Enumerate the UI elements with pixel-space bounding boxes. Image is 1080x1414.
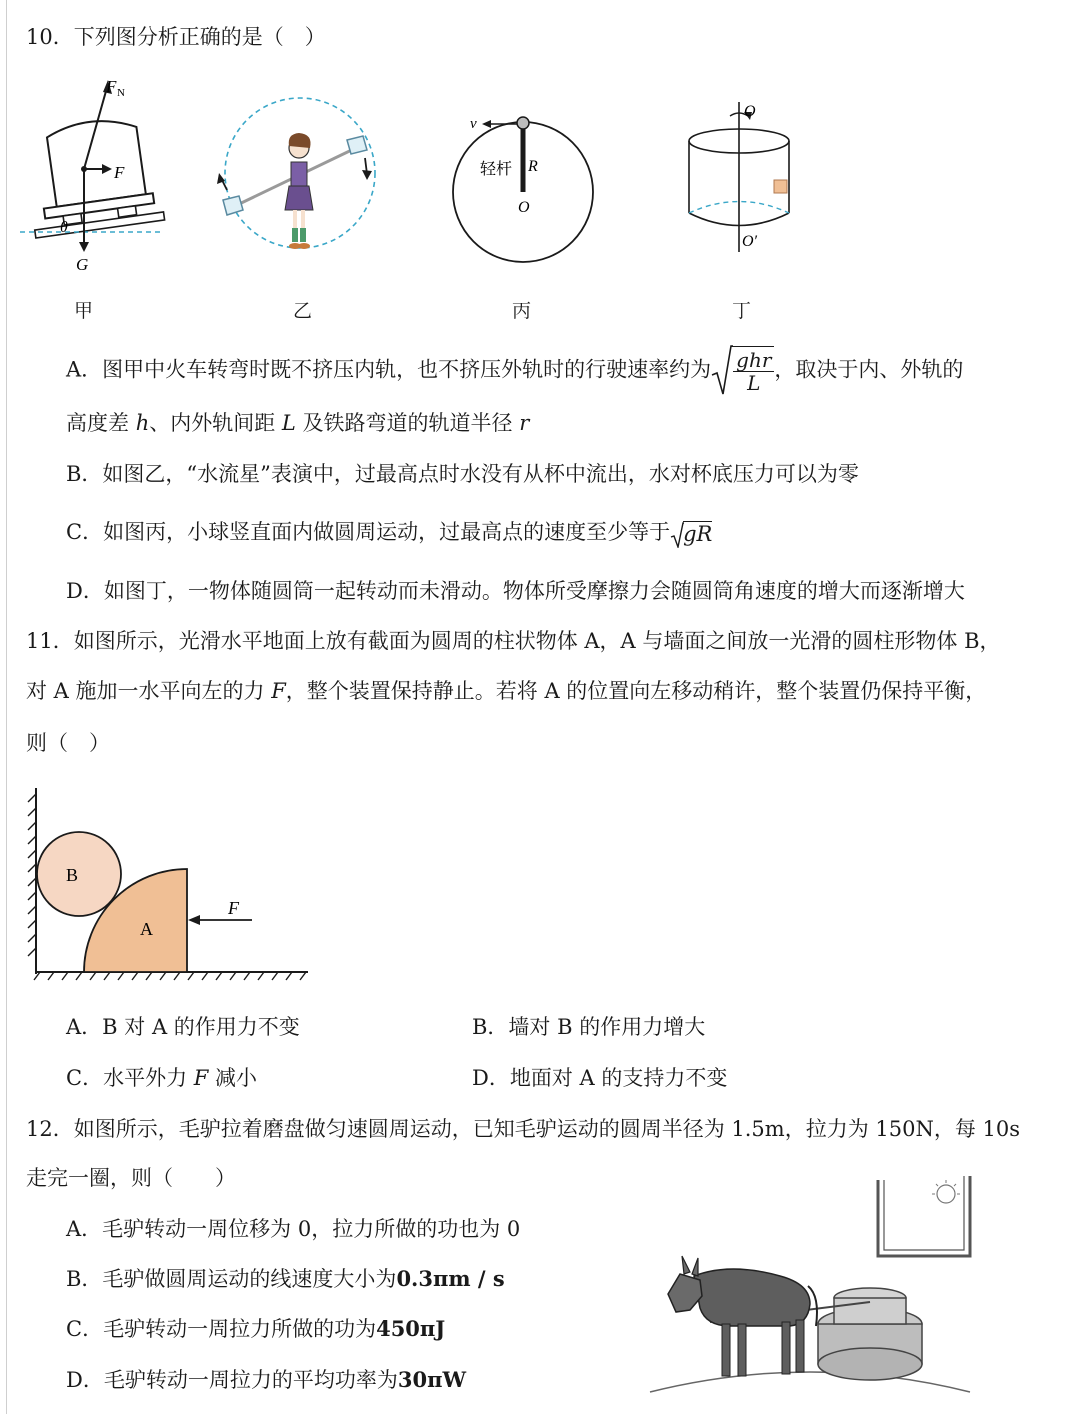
frac-numerator: ghr <box>733 349 774 372</box>
sun-icon <box>937 1185 955 1203</box>
sqrt-gR <box>670 519 712 549</box>
label-v: v <box>470 116 477 132</box>
label-a: A <box>140 919 153 939</box>
label-f: F <box>114 163 125 182</box>
q11-option-b: B．墙对 B 的作用力增大 <box>472 1015 706 1039</box>
sqrt-formula <box>711 345 774 397</box>
q10-option-a <box>66 345 963 397</box>
q12-b-val: 0.3πm / s <box>396 1266 505 1291</box>
label-rod: 轻杆 <box>480 159 513 178</box>
q10-option-a-line2 <box>66 408 529 438</box>
q10-option-c <box>66 517 712 549</box>
figure-jia-train <box>20 72 170 282</box>
label-o: O <box>518 199 530 216</box>
q12-d-pre: D．毛驴转动一周拉力的平均功率为 <box>66 1368 398 1392</box>
figure-ding-cylinder <box>680 98 800 258</box>
a-line2-r: r <box>519 411 530 435</box>
q11-option-c <box>66 1063 257 1093</box>
c-radicand: gR <box>683 521 713 546</box>
frac-denominator: L <box>747 371 761 395</box>
q10-option-b: B．如图乙，“水流星”表演中，过最高点时水没有从杯中流出，水对杯底压力可以为零 <box>66 462 859 486</box>
q12-option-b <box>66 1264 505 1294</box>
q12-c-val: 450πJ <box>376 1316 446 1341</box>
figure-bing-rod <box>440 108 610 278</box>
q11-c-pre: C．水平外力 <box>66 1066 194 1090</box>
q10-stem: 10．下列图分析正确的是（ ） <box>26 25 326 49</box>
q11-line2 <box>26 676 986 706</box>
q11-line1: 11．如图所示，光滑水平地面上放有截面为圆周的柱状物体 A，A 与墙面之间放一光滑的圆柱形物体 B， <box>26 629 1001 653</box>
q12-line2: 走完一圈，则（ ） <box>26 1166 236 1190</box>
q11-line2-F: F <box>271 679 286 703</box>
label-theta: θ <box>60 219 68 236</box>
caption-ding: 丁 <box>732 300 752 322</box>
label-o-bottom: O′ <box>742 233 758 250</box>
caption-bing: 丙 <box>512 300 532 322</box>
c-pre: C．如图丙，小球竖直面内做圆周运动，过最高点的速度至少等于 <box>66 520 671 544</box>
q11-option-d: D．地面对 A 的支持力不变 <box>472 1066 728 1090</box>
label-fn: F <box>106 77 117 96</box>
label-r: R <box>528 158 538 175</box>
q11-c-post: 减小 <box>208 1066 258 1090</box>
q12-d-val: 30πW <box>397 1367 467 1392</box>
figure-q11-wall-cylinder <box>26 784 316 984</box>
a-line2-pre: 高度差 <box>66 411 136 435</box>
q11-c-F: F <box>193 1066 209 1090</box>
label-o-top: O <box>744 103 756 120</box>
label-force-f: F <box>228 898 239 918</box>
a-line2-mid2: 及铁路弯道的轨道半径 <box>295 411 520 435</box>
q10-a-post: ，取决于内、外轨的 <box>774 357 964 382</box>
q11-line2-pre: 对 A 施加一水平向左的力 <box>26 679 272 703</box>
caption-yi: 乙 <box>293 300 313 322</box>
label-g: G <box>76 255 89 274</box>
q12-c-pre: C．毛驴转动一周拉力所做的功为 <box>66 1317 377 1341</box>
a-line2-mid: 、内外轨间距 <box>149 411 282 435</box>
q12-option-c <box>66 1314 445 1344</box>
q10-a-pre: A．图甲中火车转弯时既不挤压内轨，也不挤压外轨时的行驶速率约为 <box>66 357 712 382</box>
q12-line1: 12．如图所示，毛驴拉着磨盘做匀速圆周运动，已知毛驴运动的圆周半径为 1.5m，拉力为 150N，每 10s <box>26 1117 1021 1141</box>
a-line2-h: h <box>135 411 150 435</box>
q12-option-a: A．毛驴转动一周位移为 0，拉力所做的功也为 0 <box>66 1217 521 1241</box>
q12-option-d <box>66 1365 466 1395</box>
q10-option-d: D．如图丁，一物体随圆筒一起转动而未滑动。物体所受摩擦力会随圆筒角速度的增大而逐渐增大 <box>66 579 965 603</box>
q11-line2-post: ，整个装置保持静止。若将 A 的位置向左移动稍许，整个装置仍保持平衡， <box>285 679 987 703</box>
label-fn-sub: N <box>117 87 125 99</box>
label-b: B <box>66 865 79 885</box>
q11-option-a: A．B 对 A 的作用力不变 <box>66 1015 300 1039</box>
q11-line3: 则（ ） <box>26 731 110 755</box>
caption-jia: 甲 <box>74 300 94 322</box>
figure-yi-water-meteor <box>215 78 385 268</box>
a-line2-L: L <box>281 411 296 435</box>
page-left-border <box>6 0 7 1414</box>
figure-q12-donkey-millstone <box>640 1176 980 1408</box>
q12-b-pre: B．毛驴做圆周运动的线速度大小为 <box>66 1267 397 1291</box>
